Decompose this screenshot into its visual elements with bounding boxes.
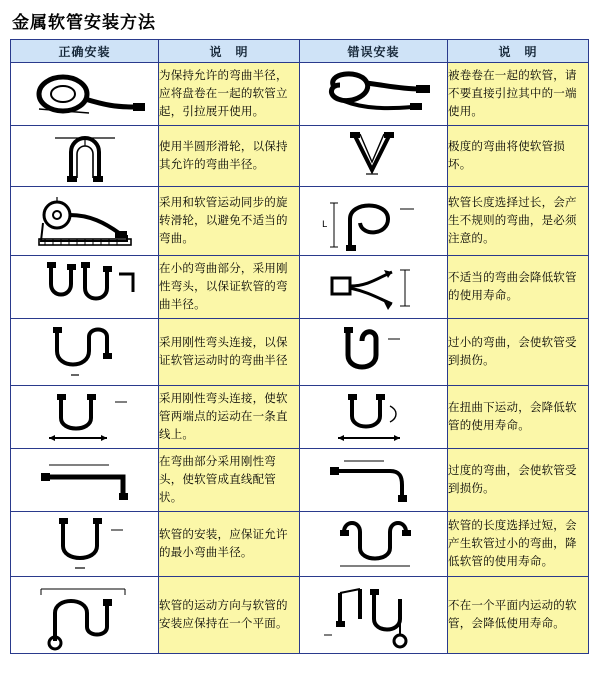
- rigid-elbow-straight-line-motion-icon: [15, 388, 155, 446]
- correct-illustration-cell: [11, 449, 159, 512]
- hose-irregular-long-loop-icon: [304, 189, 444, 253]
- table-row: [11, 187, 589, 256]
- correct-illustration-cell: [11, 63, 159, 126]
- rigid-elbow-u-connection-icon: [15, 321, 155, 383]
- improper-bend-arrows-icon: [304, 258, 444, 316]
- table-row: [11, 512, 589, 577]
- table-row: [11, 319, 589, 386]
- table-row: [11, 577, 589, 654]
- table-row: [11, 126, 589, 187]
- wrong-illustration-cell: [300, 63, 448, 126]
- column-header-wrong-install: 错误安装: [300, 40, 448, 63]
- page-title: 金属软管安装方法: [12, 13, 156, 33]
- correct-note-cell: 软管的运动方向与软管的安装应保持在一个平面。: [159, 577, 300, 654]
- correct-note-cell: 采用刚性弯头连接，以保证软管运动时的弯曲半径: [159, 319, 300, 386]
- hose-sharp-v-bend-icon: [304, 128, 444, 184]
- table-row: [11, 386, 589, 449]
- wrong-illustration-cell: [300, 126, 448, 187]
- correct-illustration-cell: [11, 512, 159, 577]
- correct-illustration-cell: [11, 256, 159, 319]
- too-small-bend-radius-icon: [304, 321, 444, 383]
- column-header-wrong-note: 说 明: [448, 40, 589, 63]
- wrong-illustration-cell: [300, 512, 448, 577]
- wrong-note-cell: 不适当的弯曲会降低软管的使用寿命。: [448, 256, 589, 319]
- rigid-elbow-small-bend-icon: [15, 258, 155, 316]
- correct-illustration-cell: [11, 319, 159, 386]
- wrong-note-cell: 在扭曲下运动，会降低软管的使用寿命。: [448, 386, 589, 449]
- table-row: [11, 449, 589, 512]
- column-header-correct-note: 说 明: [159, 40, 300, 63]
- wrong-illustration-cell: [300, 187, 448, 256]
- correct-illustration-cell: [11, 126, 159, 187]
- correct-note-cell: 为保持允许的弯曲半径，应将盘卷在一起的软管立起，引拉展开使用。: [159, 63, 300, 126]
- correct-note-cell: 软管的安装，应保证允许的最小弯曲半径。: [159, 512, 300, 577]
- wrong-note-cell: 过小的弯曲，会使软管受到损伤。: [448, 319, 589, 386]
- wrong-note-cell: 过度的弯曲，会使软管受到损伤。: [448, 449, 589, 512]
- wrong-note-cell: 不在一个平面内运动的软管，会降低使用寿命。: [448, 577, 589, 654]
- wrong-illustration-cell: [300, 577, 448, 654]
- installation-methods-table: [10, 39, 589, 654]
- length-label: L: [321, 220, 327, 230]
- wrong-note-cell: 被卷卷在一起的软管，请不要直接引拉其中的一端使用。: [448, 63, 589, 126]
- coiled-hose-upright-icon: [15, 65, 155, 123]
- correct-note-cell: 使用半圆形滑轮，以保持其允许的弯曲半径。: [159, 126, 300, 187]
- straight-pipe-with-rigid-elbow-icon: [15, 451, 155, 509]
- wrong-note-cell: 软管长度选择过长，会产生不规则的弯曲，是必须注意的。: [448, 187, 589, 256]
- wrong-illustration-cell: [300, 386, 448, 449]
- hose-with-rotating-pulley-chain-icon: [15, 189, 155, 253]
- wrong-illustration-cell: [300, 449, 448, 512]
- hose-twisting-motion-icon: [304, 388, 444, 446]
- table-header-row: [11, 40, 589, 63]
- hose-motion-different-planes-icon: [304, 579, 444, 651]
- correct-note-cell: 采用刚性弯头连接，使软管两端点的运动在一条直线上。: [159, 386, 300, 449]
- correct-note-cell: 采用和软管运动同步的旋转滑轮，以避免不适当的弯曲。: [159, 187, 300, 256]
- table-row: [11, 256, 589, 319]
- correct-illustration-cell: [11, 386, 159, 449]
- hose-too-long-slack-icon: [304, 514, 444, 574]
- hose-over-semicircular-guide-icon: [15, 128, 155, 184]
- correct-illustration-cell: [11, 187, 159, 256]
- correct-illustration-cell: [11, 577, 159, 654]
- correct-note-cell: 在小的弯曲部分，采用刚性弯头，以保证软管的弯曲半径。: [159, 256, 300, 319]
- wrong-note-cell: 极度的弯曲将使软管损坏。: [448, 126, 589, 187]
- column-header-correct-install: 正确安装: [11, 40, 159, 63]
- hose-minimum-bend-radius-u-icon: [15, 514, 155, 574]
- table-row: [11, 63, 589, 126]
- wrong-illustration-cell: [300, 319, 448, 386]
- coiled-hose-pulled-icon: [304, 65, 444, 123]
- correct-note-cell: 在弯曲部分采用刚性弯头，使软管成直线配管状。: [159, 449, 300, 512]
- hose-motion-same-plane-icon: [15, 579, 155, 651]
- wrong-note-cell: 软管的长度选择过短，会产生软管过小的弯曲，降低软管的使用寿命。: [448, 512, 589, 577]
- over-bending-elbow-icon: [304, 451, 444, 509]
- wrong-illustration-cell: [300, 256, 448, 319]
